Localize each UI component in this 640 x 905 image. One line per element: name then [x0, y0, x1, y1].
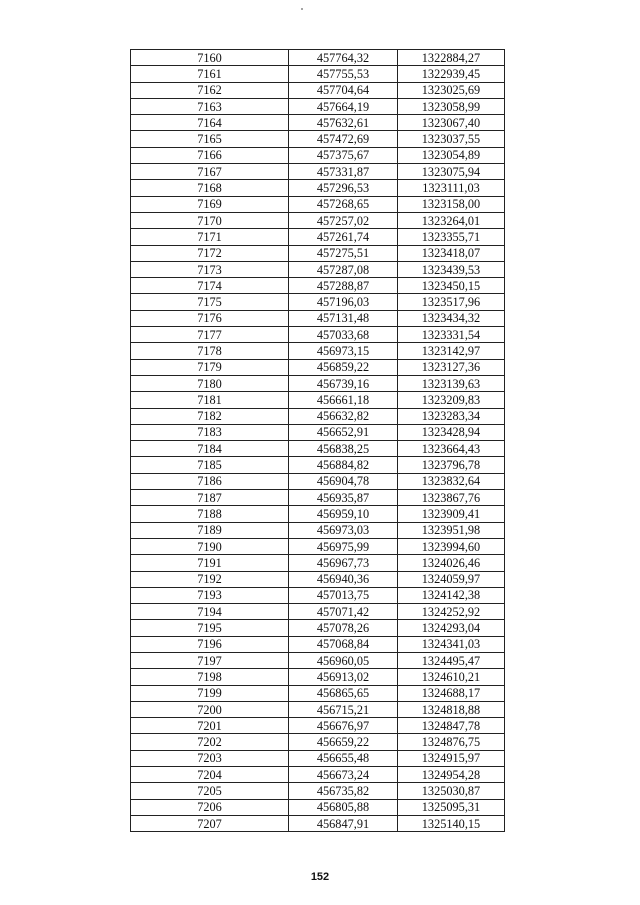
table-row	[131, 66, 505, 82]
table-row	[131, 457, 505, 473]
table-row	[131, 522, 505, 538]
point-id-cell: 7198	[131, 669, 289, 685]
y-coordinate-cell: 1324915,97	[398, 750, 505, 766]
y-coordinate-cell: 1323664,43	[398, 441, 505, 457]
y-coordinate-cell: 1324818,88	[398, 701, 505, 717]
table-row	[131, 212, 505, 228]
table-row	[131, 294, 505, 310]
table-row	[131, 490, 505, 506]
x-coordinate-cell: 456659,22	[289, 734, 398, 750]
y-coordinate-cell: 1323127,36	[398, 359, 505, 375]
x-coordinate-cell: 457632,61	[289, 115, 398, 131]
table-row	[131, 604, 505, 620]
table-row	[131, 310, 505, 326]
x-coordinate-cell: 456904,78	[289, 473, 398, 489]
point-id-cell: 7183	[131, 424, 289, 440]
x-coordinate-cell: 457288,87	[289, 278, 398, 294]
point-id-cell: 7195	[131, 620, 289, 636]
y-coordinate-cell: 1323331,54	[398, 327, 505, 343]
point-id-cell: 7178	[131, 343, 289, 359]
point-id-cell: 7171	[131, 229, 289, 245]
x-coordinate-cell: 456967,73	[289, 555, 398, 571]
y-coordinate-cell: 1323075,94	[398, 164, 505, 180]
x-coordinate-cell: 457013,75	[289, 587, 398, 603]
y-coordinate-cell: 1323428,94	[398, 424, 505, 440]
table-row	[131, 571, 505, 587]
x-coordinate-cell: 456859,22	[289, 359, 398, 375]
table-row	[131, 815, 505, 831]
y-coordinate-cell: 1323867,76	[398, 490, 505, 506]
x-coordinate-cell: 457078,26	[289, 620, 398, 636]
x-coordinate-cell: 457268,65	[289, 196, 398, 212]
y-coordinate-cell: 1323067,40	[398, 115, 505, 131]
y-coordinate-cell: 1324252,92	[398, 604, 505, 620]
x-coordinate-cell: 456715,21	[289, 701, 398, 717]
y-coordinate-cell: 1324026,46	[398, 555, 505, 571]
y-coordinate-cell: 1323355,71	[398, 229, 505, 245]
y-coordinate-cell: 1323450,15	[398, 278, 505, 294]
y-coordinate-cell: 1323439,53	[398, 261, 505, 277]
y-coordinate-cell: 1323909,41	[398, 506, 505, 522]
y-coordinate-cell: 1324341,03	[398, 636, 505, 652]
table-row	[131, 587, 505, 603]
table-row	[131, 799, 505, 815]
table-row	[131, 473, 505, 489]
table-row	[131, 375, 505, 391]
x-coordinate-cell: 456632,82	[289, 408, 398, 424]
y-coordinate-cell: 1324610,21	[398, 669, 505, 685]
point-id-cell: 7162	[131, 82, 289, 98]
x-coordinate-cell: 457375,67	[289, 147, 398, 163]
x-coordinate-cell: 456960,05	[289, 652, 398, 668]
point-id-cell: 7204	[131, 767, 289, 783]
scan-speck	[301, 8, 303, 10]
point-id-cell: 7186	[131, 473, 289, 489]
table-row	[131, 685, 505, 701]
point-id-cell: 7184	[131, 441, 289, 457]
table-row	[131, 620, 505, 636]
point-id-cell: 7175	[131, 294, 289, 310]
x-coordinate-cell: 456655,48	[289, 750, 398, 766]
y-coordinate-cell: 1324954,28	[398, 767, 505, 783]
table-row	[131, 669, 505, 685]
point-id-cell: 7179	[131, 359, 289, 375]
x-coordinate-cell: 456661,18	[289, 392, 398, 408]
table-row	[131, 278, 505, 294]
x-coordinate-cell: 456805,88	[289, 799, 398, 815]
y-coordinate-cell: 1324293,04	[398, 620, 505, 636]
y-coordinate-cell: 1324495,47	[398, 652, 505, 668]
y-coordinate-cell: 1324876,75	[398, 734, 505, 750]
point-id-cell: 7165	[131, 131, 289, 147]
x-coordinate-cell: 456838,25	[289, 441, 398, 457]
point-id-cell: 7207	[131, 815, 289, 831]
y-coordinate-cell: 1323994,60	[398, 538, 505, 554]
point-id-cell: 7164	[131, 115, 289, 131]
table-row	[131, 538, 505, 554]
x-coordinate-cell: 456673,24	[289, 767, 398, 783]
x-coordinate-cell: 456940,36	[289, 571, 398, 587]
x-coordinate-cell: 457275,51	[289, 245, 398, 261]
y-coordinate-cell: 1323037,55	[398, 131, 505, 147]
point-id-cell: 7192	[131, 571, 289, 587]
y-coordinate-cell: 1323025,69	[398, 82, 505, 98]
table-row	[131, 636, 505, 652]
table-row	[131, 734, 505, 750]
point-id-cell: 7194	[131, 604, 289, 620]
table-row	[131, 196, 505, 212]
y-coordinate-cell: 1323142,97	[398, 343, 505, 359]
point-id-cell: 7174	[131, 278, 289, 294]
point-id-cell: 7182	[131, 408, 289, 424]
x-coordinate-cell: 456973,03	[289, 522, 398, 538]
point-id-cell: 7180	[131, 375, 289, 391]
x-coordinate-cell: 456935,87	[289, 490, 398, 506]
table-row	[131, 82, 505, 98]
y-coordinate-cell: 1325030,87	[398, 783, 505, 799]
y-coordinate-cell: 1324142,38	[398, 587, 505, 603]
x-coordinate-cell: 456847,91	[289, 815, 398, 831]
y-coordinate-cell: 1323796,78	[398, 457, 505, 473]
table-row	[131, 392, 505, 408]
table-row	[131, 359, 505, 375]
table-row	[131, 652, 505, 668]
point-id-cell: 7188	[131, 506, 289, 522]
table-row	[131, 50, 505, 66]
x-coordinate-cell: 457764,32	[289, 50, 398, 66]
x-coordinate-cell: 457664,19	[289, 98, 398, 114]
y-coordinate-cell: 1323434,32	[398, 310, 505, 326]
x-coordinate-cell: 457257,02	[289, 212, 398, 228]
y-coordinate-cell: 1322884,27	[398, 50, 505, 66]
table-row	[131, 327, 505, 343]
point-id-cell: 7167	[131, 164, 289, 180]
point-id-cell: 7190	[131, 538, 289, 554]
table-row	[131, 767, 505, 783]
y-coordinate-cell: 1323951,98	[398, 522, 505, 538]
point-id-cell: 7187	[131, 490, 289, 506]
point-id-cell: 7170	[131, 212, 289, 228]
point-id-cell: 7189	[131, 522, 289, 538]
point-id-cell: 7193	[131, 587, 289, 603]
table-row	[131, 131, 505, 147]
x-coordinate-cell: 457068,84	[289, 636, 398, 652]
x-coordinate-cell: 456676,97	[289, 718, 398, 734]
y-coordinate-cell: 1325095,31	[398, 799, 505, 815]
x-coordinate-cell: 456652,91	[289, 424, 398, 440]
table-row	[131, 408, 505, 424]
x-coordinate-cell: 457331,87	[289, 164, 398, 180]
point-id-cell: 7163	[131, 98, 289, 114]
x-coordinate-cell: 456884,82	[289, 457, 398, 473]
point-id-cell: 7191	[131, 555, 289, 571]
y-coordinate-cell: 1323418,07	[398, 245, 505, 261]
point-id-cell: 7169	[131, 196, 289, 212]
y-coordinate-cell: 1324688,17	[398, 685, 505, 701]
table-row	[131, 555, 505, 571]
x-coordinate-cell: 456735,82	[289, 783, 398, 799]
page-number: 152	[310, 871, 330, 883]
point-id-cell: 7161	[131, 66, 289, 82]
y-coordinate-cell: 1322939,45	[398, 66, 505, 82]
table-row	[131, 718, 505, 734]
table-row	[131, 441, 505, 457]
table-row	[131, 245, 505, 261]
x-coordinate-cell: 456865,65	[289, 685, 398, 701]
y-coordinate-cell: 1323111,03	[398, 180, 505, 196]
point-id-cell: 7166	[131, 147, 289, 163]
table-row	[131, 701, 505, 717]
x-coordinate-cell: 457296,53	[289, 180, 398, 196]
point-id-cell: 7185	[131, 457, 289, 473]
point-id-cell: 7200	[131, 701, 289, 717]
table-row	[131, 98, 505, 114]
table-row	[131, 261, 505, 277]
x-coordinate-cell: 457704,64	[289, 82, 398, 98]
x-coordinate-cell: 457033,68	[289, 327, 398, 343]
y-coordinate-cell: 1323209,83	[398, 392, 505, 408]
x-coordinate-cell: 456975,99	[289, 538, 398, 554]
table-row	[131, 229, 505, 245]
x-coordinate-cell: 457196,03	[289, 294, 398, 310]
coordinates-table-body	[131, 50, 505, 832]
y-coordinate-cell: 1323832,64	[398, 473, 505, 489]
y-coordinate-cell: 1324847,78	[398, 718, 505, 734]
point-id-cell: 7201	[131, 718, 289, 734]
point-id-cell: 7181	[131, 392, 289, 408]
x-coordinate-cell: 457131,48	[289, 310, 398, 326]
y-coordinate-cell: 1323139,63	[398, 375, 505, 391]
table-row	[131, 783, 505, 799]
y-coordinate-cell: 1323058,99	[398, 98, 505, 114]
point-id-cell: 7177	[131, 327, 289, 343]
point-id-cell: 7196	[131, 636, 289, 652]
x-coordinate-cell: 457755,53	[289, 66, 398, 82]
x-coordinate-cell: 457261,74	[289, 229, 398, 245]
x-coordinate-cell: 456913,02	[289, 669, 398, 685]
x-coordinate-cell: 457071,42	[289, 604, 398, 620]
table-row	[131, 424, 505, 440]
x-coordinate-cell: 456739,16	[289, 375, 398, 391]
x-coordinate-cell: 456973,15	[289, 343, 398, 359]
y-coordinate-cell: 1323054,89	[398, 147, 505, 163]
table-row	[131, 164, 505, 180]
point-id-cell: 7173	[131, 261, 289, 277]
table-row	[131, 750, 505, 766]
point-id-cell: 7203	[131, 750, 289, 766]
point-id-cell: 7160	[131, 50, 289, 66]
point-id-cell: 7202	[131, 734, 289, 750]
table-row	[131, 506, 505, 522]
y-coordinate-cell: 1325140,15	[398, 815, 505, 831]
coordinates-table	[130, 49, 505, 832]
y-coordinate-cell: 1323264,01	[398, 212, 505, 228]
point-id-cell: 7197	[131, 652, 289, 668]
table-row	[131, 343, 505, 359]
table-row	[131, 115, 505, 131]
x-coordinate-cell: 457472,69	[289, 131, 398, 147]
y-coordinate-cell: 1323283,34	[398, 408, 505, 424]
point-id-cell: 7205	[131, 783, 289, 799]
y-coordinate-cell: 1324059,97	[398, 571, 505, 587]
table-row	[131, 180, 505, 196]
point-id-cell: 7168	[131, 180, 289, 196]
table-row	[131, 147, 505, 163]
point-id-cell: 7176	[131, 310, 289, 326]
y-coordinate-cell: 1323158,00	[398, 196, 505, 212]
point-id-cell: 7206	[131, 799, 289, 815]
point-id-cell: 7172	[131, 245, 289, 261]
y-coordinate-cell: 1323517,96	[398, 294, 505, 310]
point-id-cell: 7199	[131, 685, 289, 701]
x-coordinate-cell: 456959,10	[289, 506, 398, 522]
x-coordinate-cell: 457287,08	[289, 261, 398, 277]
